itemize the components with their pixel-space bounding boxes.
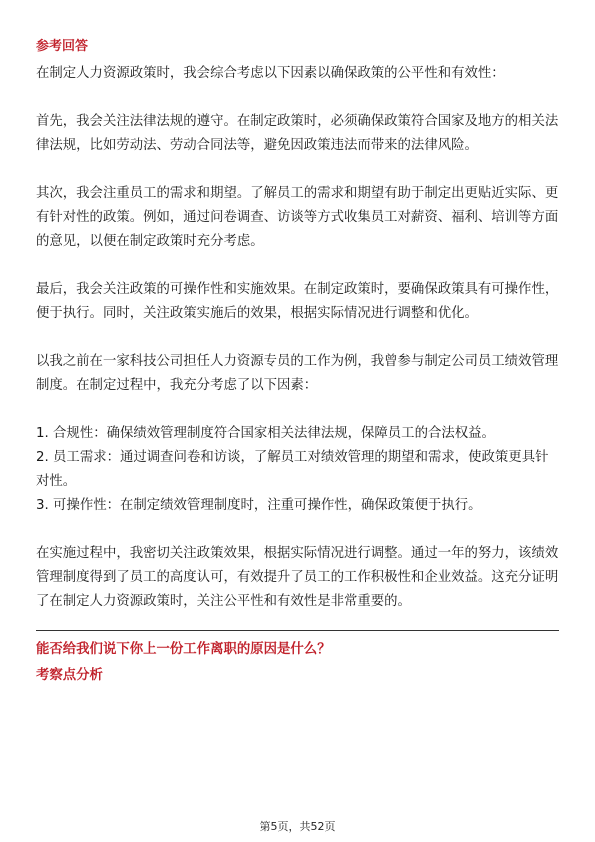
section-divider — [36, 630, 559, 631]
paragraph-needs: 其次，我会注重员工的需求和期望。了解员工的需求和期望有助于制定出更贴近实际、更有针对性的政策。例如，通过问卷调查、访谈等方式收集员工对薪资、福利、培训等方面的意见，以便在制定政策时充分考虑。 — [36, 186, 559, 249]
list-item-operability: 3. 可操作性：在制定绩效管理制度时，注重可操作性，确保政策便于执行。 — [36, 498, 482, 513]
paragraph-law: 首先，我会关注法律法规的遵守。在制定政策时，必须确保政策符合国家及地方的相关法律法规，比如劳动法、劳动合同法等，避免因政策违法而带来的法律风险。 — [36, 114, 559, 153]
section-title: 参考回答 — [36, 39, 89, 54]
intro-paragraph: 在制定人力资源政策时，我会综合考虑以下因素以确保政策的公平性和有效性： — [36, 66, 505, 81]
next-question: 能否给我们说下你上一份工作离职的原因是什么？ — [36, 642, 331, 657]
list-item-employee-needs: 2. 员工需求：通过调查问卷和访谈，了解员工对绩效管理的期望和需求，使政策更具针对性。 — [36, 450, 549, 489]
paragraph-operability: 最后，我会关注政策的可操作性和实施效果。在制定政策时，要确保政策具有可操作性，便于执行。同时，关注政策实施后的效果，根据实际情况进行调整和优化。 — [36, 282, 559, 321]
page-footer: 第5页，共52页 — [259, 820, 336, 833]
paragraph-example: 以我之前在一家科技公司担任人力资源专员的工作为例，我曾参与制定公司员工绩效管理制度。在制定过程中，我充分考虑了以下因素： — [36, 354, 559, 393]
conclusion-paragraph: 在实施过程中，我密切关注政策效果，根据实际情况进行调整。通过一年的努力，该绩效管理制度得到了员工的高度认可，有效提升了员工的工作积极性和企业效益。这充分证明了在制定人力资源政策时，关注公平性和有效性是非常重要的。 — [36, 546, 559, 609]
next-section-title: 考察点分析 — [36, 668, 103, 683]
document-page — [36, 38, 559, 687]
list-item-compliance: 1. 合规性：确保绩效管理制度符合国家相关法律法规，保障员工的合法权益。 — [36, 426, 495, 441]
